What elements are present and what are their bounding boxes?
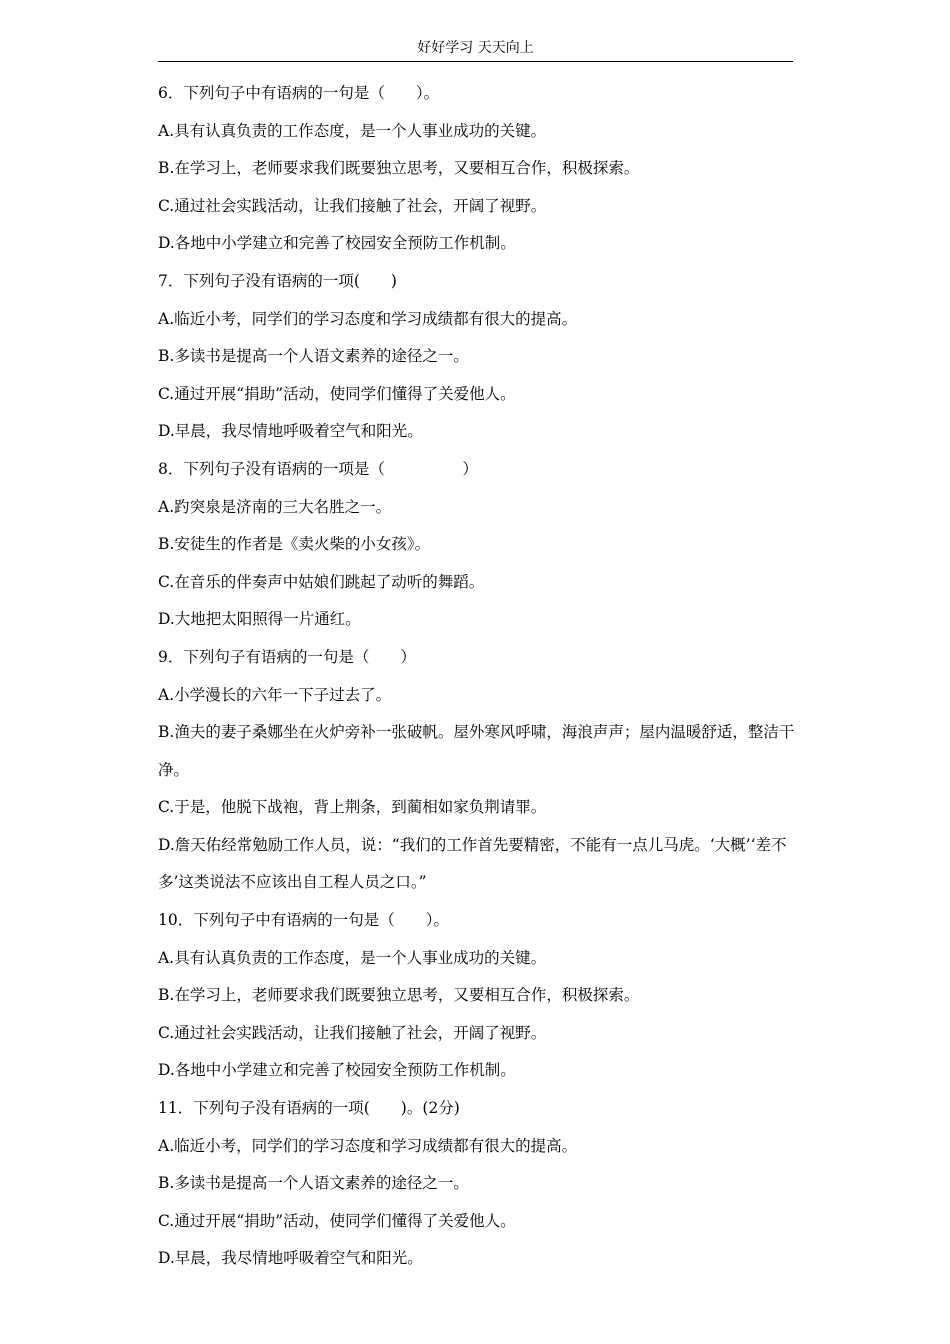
option-b: B.安徒生的作者是《卖火柴的小女孩》。 [158,535,431,554]
option-c: C.通过社会实践活动，让我们接触了社会，开阔了视野。 [158,1023,547,1042]
option-a: A.具有认真负责的工作态度，是一个人事业成功的关键。 [158,121,547,140]
option-d: D.大地把太阳照得一片通红。 [158,610,361,629]
question-stem: 11．下列句子没有语病的一项( )。(2分) [158,1099,460,1118]
page-header [158,36,793,62]
question-stem: 6．下列句子中有语病的一句是（ ）。 [158,84,440,102]
question-stem: 9．下列句子有语病的一句是（ ） [158,647,416,666]
option-b: B.在学习上，老师要求我们既要独立思考，又要相互合作，积极探索。 [158,159,640,178]
question-stem: 7．下列句子没有语病的一项( ) [158,271,397,290]
question-9 [158,639,798,902]
option-d: D.詹天佑经常勉励工作人员，说：“我们的工作首先要精密，不能有一点儿马虎。‘大概’‘差不多’这类说法不应该出自工程人员之口。” [158,835,787,892]
option-a: A.小学漫长的六年一下子过去了。 [158,685,392,704]
option-a: A.趵突泉是济南的三大名胜之一。 [158,497,392,516]
option-d: D.各地中小学建立和完善了校园安全预防工作机制。 [158,1061,516,1080]
option-c: C.通过社会实践活动，让我们接触了社会，开阔了视野。 [158,196,547,215]
option-b: B.多读书是提高一个人语文素养的途径之一。 [158,1174,469,1193]
option-c: C.通过开展“捐助”活动，使同学们懂得了关爱他人。 [158,1211,516,1230]
question-6 [158,75,798,263]
option-a: A.临近小考，同学们的学习态度和学习成绩都有很大的提高。 [158,1136,578,1155]
option-c: C.通过开展“捐助”活动，使同学们懂得了关爱他人。 [158,384,516,403]
option-d: D.早晨，我尽情地呼吸着空气和阳光。 [158,422,423,441]
option-b: B.在学习上，老师要求我们既要独立思考，又要相互合作，积极探索。 [158,986,640,1005]
option-d: D.早晨，我尽情地呼吸着空气和阳光。 [158,1249,423,1268]
option-c: C.于是，他脱下战袍，背上荆条，到蔺相如家负荆请罪。 [158,798,547,817]
option-c: C.在音乐的伴奏声中姑娘们跳起了动听的舞蹈。 [158,572,485,591]
option-b: B.多读书是提高一个人语文素养的途径之一。 [158,347,469,366]
document-body [158,75,798,1278]
question-stem: 8．下列句子没有语病的一项是（ ） [158,459,478,478]
question-10 [158,902,798,1090]
question-7 [158,263,798,451]
option-a: A.具有认真负责的工作态度，是一个人事业成功的关键。 [158,948,547,967]
question-8 [158,451,798,639]
option-a: A.临近小考，同学们的学习态度和学习成绩都有很大的提高。 [158,309,578,328]
question-stem: 10．下列句子中有语病的一句是（ ）。 [158,911,449,930]
header-text: 好好学习 天天向上 [417,40,534,56]
option-d: D.各地中小学建立和完善了校园安全预防工作机制。 [158,234,516,253]
option-b: B.渔夫的妻子桑娜坐在火炉旁补一张破帆。屋外寒风呼啸，海浪声声；屋内温暖舒适，整洁干净。 [158,723,795,779]
question-11 [158,1090,798,1278]
